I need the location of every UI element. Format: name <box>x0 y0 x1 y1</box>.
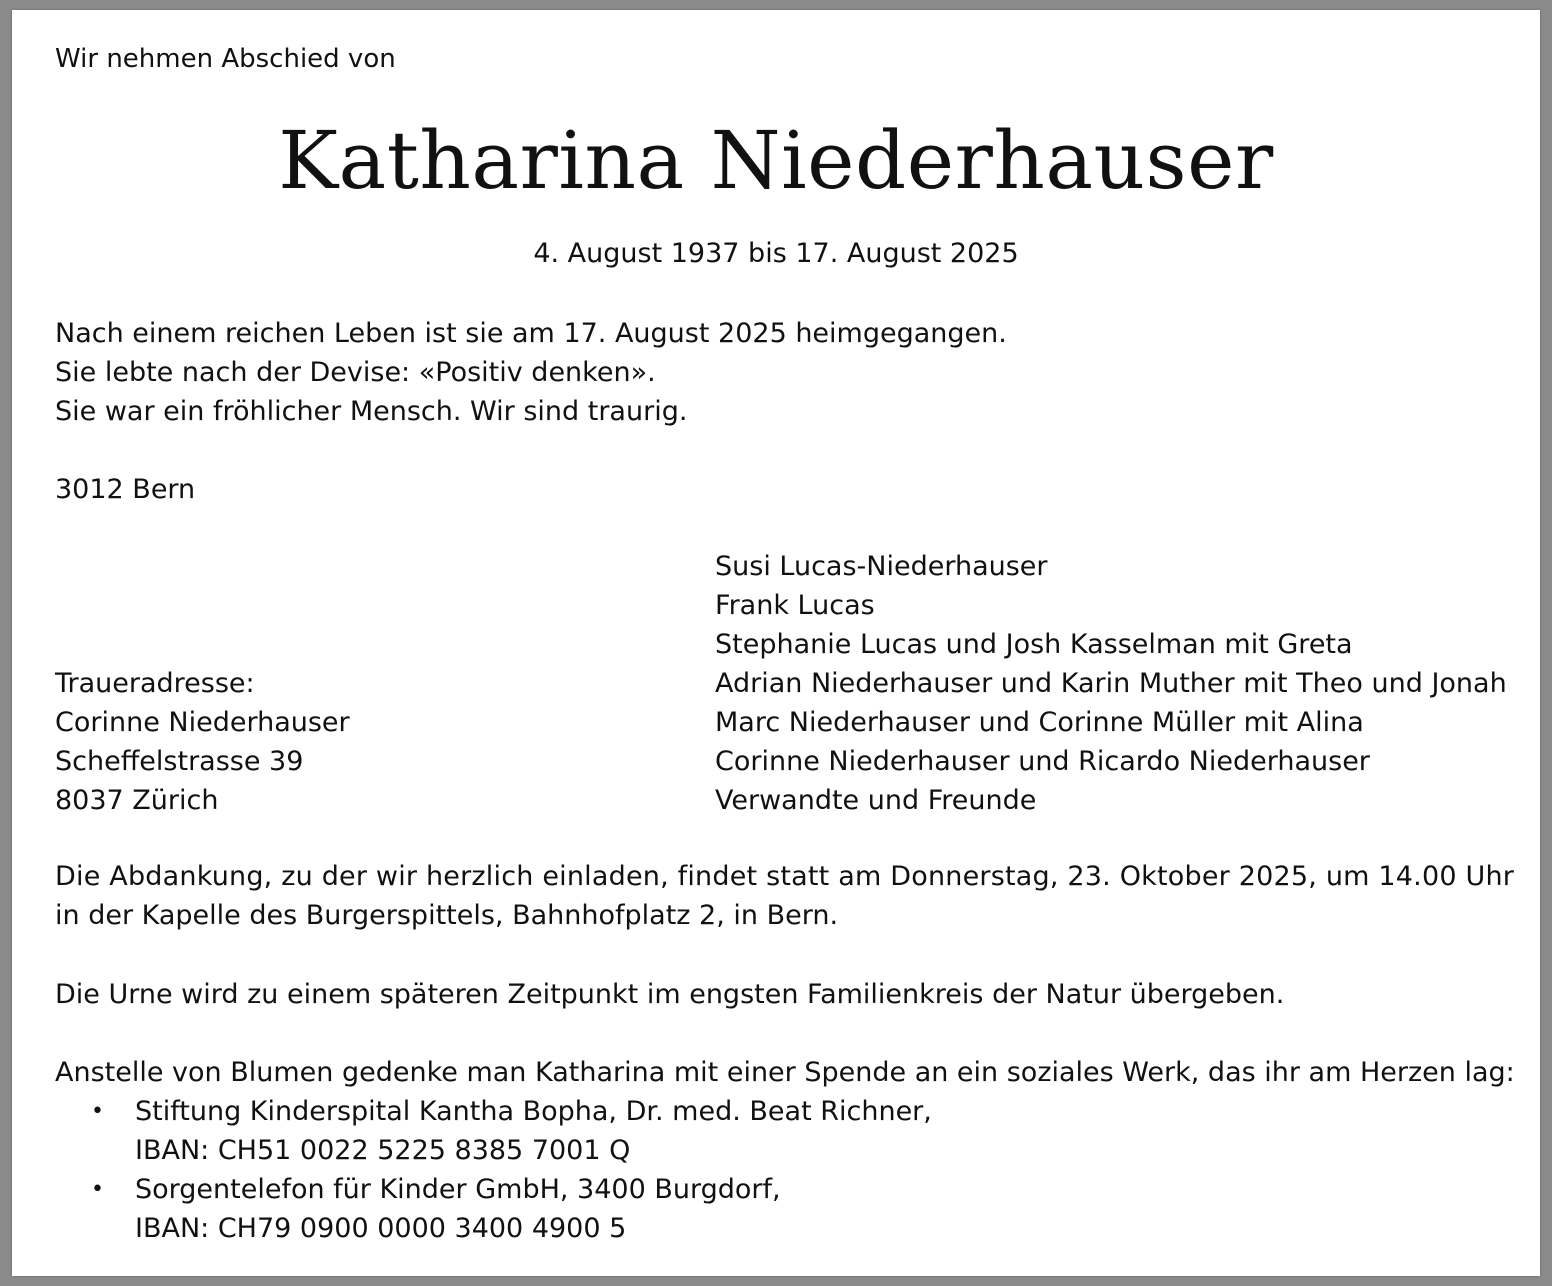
address-city: 8037 Zürich <box>55 785 219 816</box>
mourner-name: Marc Niederhauser und Corinne Müller mit Alina <box>715 707 1364 738</box>
urn-info: Die Urne wird zu einem späteren Zeitpunkt im engsten Familienkreis der Natur übergeben. <box>55 979 1285 1010</box>
obituary-message <box>55 314 1007 431</box>
donation-section <box>55 1053 1515 1248</box>
mourning-address <box>55 664 350 820</box>
donation-item <box>55 1170 1515 1248</box>
donation-item <box>55 1092 1515 1170</box>
deceased-name: Katharina Niederhauser <box>278 114 1274 207</box>
mourner-name: Adrian Niederhauser und Karin Muther mit Theo und Jonah <box>715 668 1507 699</box>
donation-name: Sorgentelefon für Kinder GmbH, 3400 Burgdorf, <box>135 1174 781 1205</box>
bullet-icon: • <box>91 1099 104 1124</box>
obituary-notice <box>12 10 1540 1276</box>
donation-intro: Anstelle von Blumen gedenke man Katharina mit einer Spende an ein soziales Werk, das ihr am Herzen lag: <box>55 1057 1515 1088</box>
donation-name: Stiftung Kinderspital Kantha Bopha, Dr. med. Beat Richner, <box>135 1096 932 1127</box>
bullet-icon: • <box>91 1177 104 1202</box>
residence-city: 3012 Bern <box>55 474 196 505</box>
life-dates: 4. August 1937 bis 17. August 2025 <box>533 238 1019 269</box>
service-line: Die Abdankung, zu der wir herzlich einladen, findet statt am Donnerstag, 23. Oktober 2025, um 14.00 Uhr <box>55 861 1515 892</box>
intro-text: Wir nehmen Abschied von <box>55 44 396 74</box>
mourners-list <box>715 547 1507 820</box>
address-label: Traueradresse: <box>55 668 255 699</box>
address-name: Corinne Niederhauser <box>55 707 350 738</box>
donation-iban: IBAN: CH79 0900 0000 3400 4900 5 <box>135 1213 627 1244</box>
donation-iban: IBAN: CH51 0022 5225 8385 7001 Q <box>135 1135 631 1166</box>
mourner-name: Frank Lucas <box>715 590 875 621</box>
mourner-name: Corinne Niederhauser und Ricardo Niederhauser <box>715 746 1370 777</box>
message-line: Sie war ein fröhlicher Mensch. Wir sind traurig. <box>55 396 688 427</box>
service-line: in der Kapelle des Burgerspittels, Bahnhofplatz 2, in Bern. <box>55 900 839 931</box>
service-info <box>55 857 1514 935</box>
mourner-name: Stephanie Lucas und Josh Kasselman mit Greta <box>715 629 1353 660</box>
address-street: Scheffelstrasse 39 <box>55 746 304 777</box>
message-line: Nach einem reichen Leben ist sie am 17. August 2025 heimgegangen. <box>55 318 1007 349</box>
message-line: Sie lebte nach der Devise: «Positiv denken». <box>55 357 656 388</box>
mourner-name: Verwandte und Freunde <box>715 785 1037 816</box>
mourner-name: Susi Lucas-Niederhauser <box>715 551 1048 582</box>
